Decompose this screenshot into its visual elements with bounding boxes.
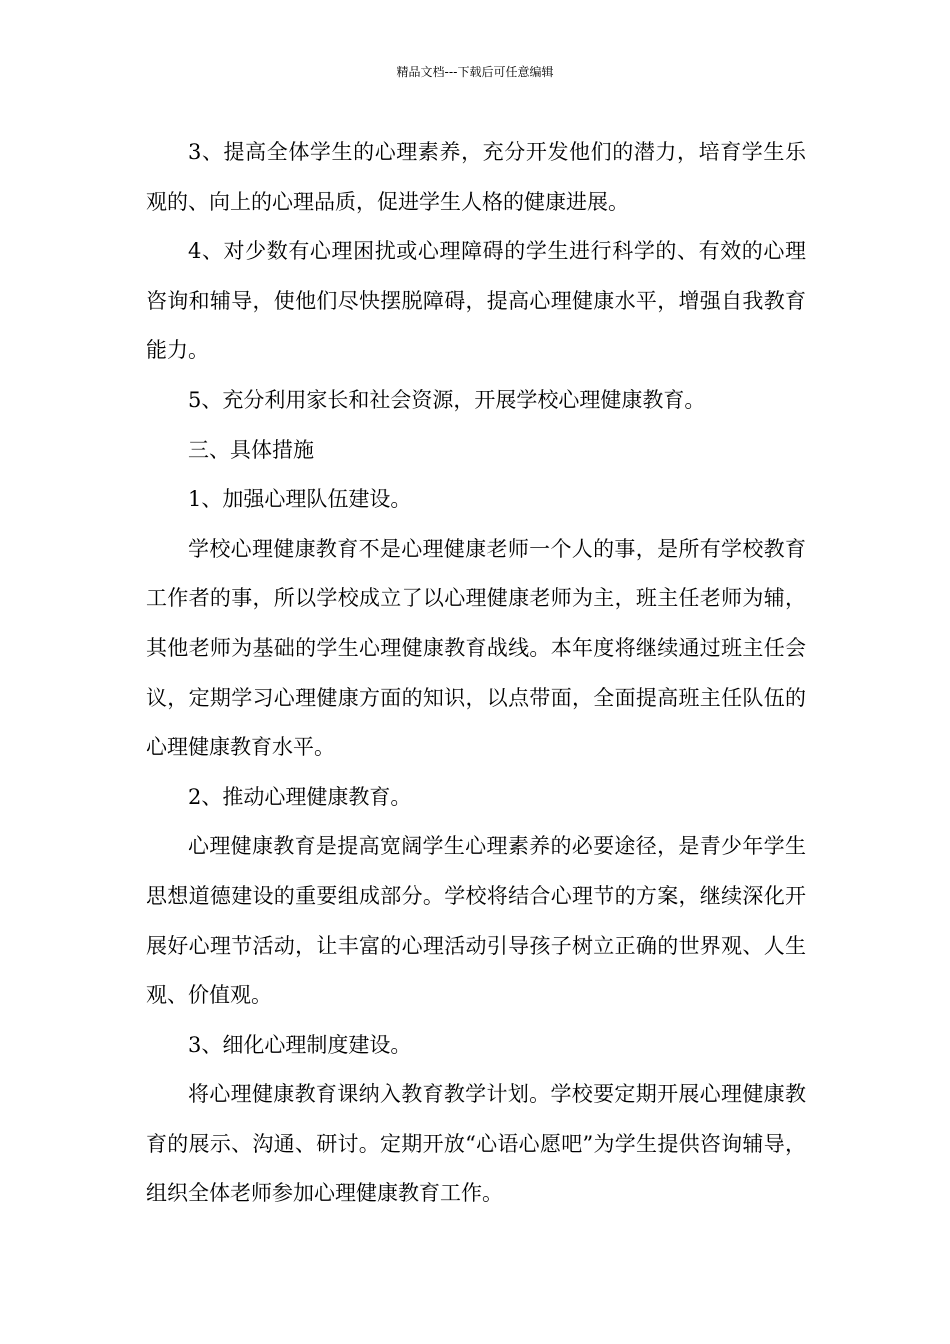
- subheading-system-building: 3、细化心理制度建设。: [188, 1032, 412, 1057]
- paragraph-promote-education: 心理健康教育是提高宽阔学生心理素养的必要途径，是青少年学生思想道德建设的重要组成部分。学校将结合心理节的方案，继续深化开展好心理节活动，让丰富的心理活动引导孩子树立正确的世界观、人生观、价值观。: [146, 834, 806, 1008]
- section-heading-measures: 三、具体措施: [188, 437, 314, 462]
- paragraph-goal-5: 5、充分利用家长和社会资源，开展学校心理健康教育。: [188, 387, 706, 412]
- paragraph-system-building: 将心理健康教育课纳入教育教学计划。学校要定期开展心理健康教育的展示、沟通、研讨。定期开放“心语心愿吧”为学生提供咨询辅导，组织全体老师参加心理健康教育工作。: [146, 1082, 806, 1206]
- subheading-promote-education: 2、推动心理健康教育。: [188, 784, 412, 809]
- paragraph-goal-4: 4、对少数有心理困扰或心理障碍的学生进行科学的、有效的心理咨询和辅导，使他们尽快摆脱障碍，提高心理健康水平，增强自我教育能力。: [146, 239, 806, 363]
- subheading-team-building: 1、加强心理队伍建设。: [188, 487, 412, 512]
- page-header: 精品文档---下载后可任意编辑: [396, 65, 554, 79]
- paragraph-team-building: 学校心理健康教育不是心理健康老师一个人的事，是所有学校教育工作者的事，所以学校成立了以心理健康老师为主，班主任老师为辅，其他老师为基础的学生心理健康教育战线。本年度将继续通过班主任会议，定期学习心理健康方面的知识，以点带面，全面提高班主任队伍的心理健康教育水平。: [146, 536, 806, 760]
- paragraph-goal-3: 3、提高全体学生的心理素养，充分开发他们的潜力，培育学生乐观的、向上的心理品质，促进学生人格的健康进展。: [146, 140, 806, 214]
- document-body: [146, 128, 806, 1219]
